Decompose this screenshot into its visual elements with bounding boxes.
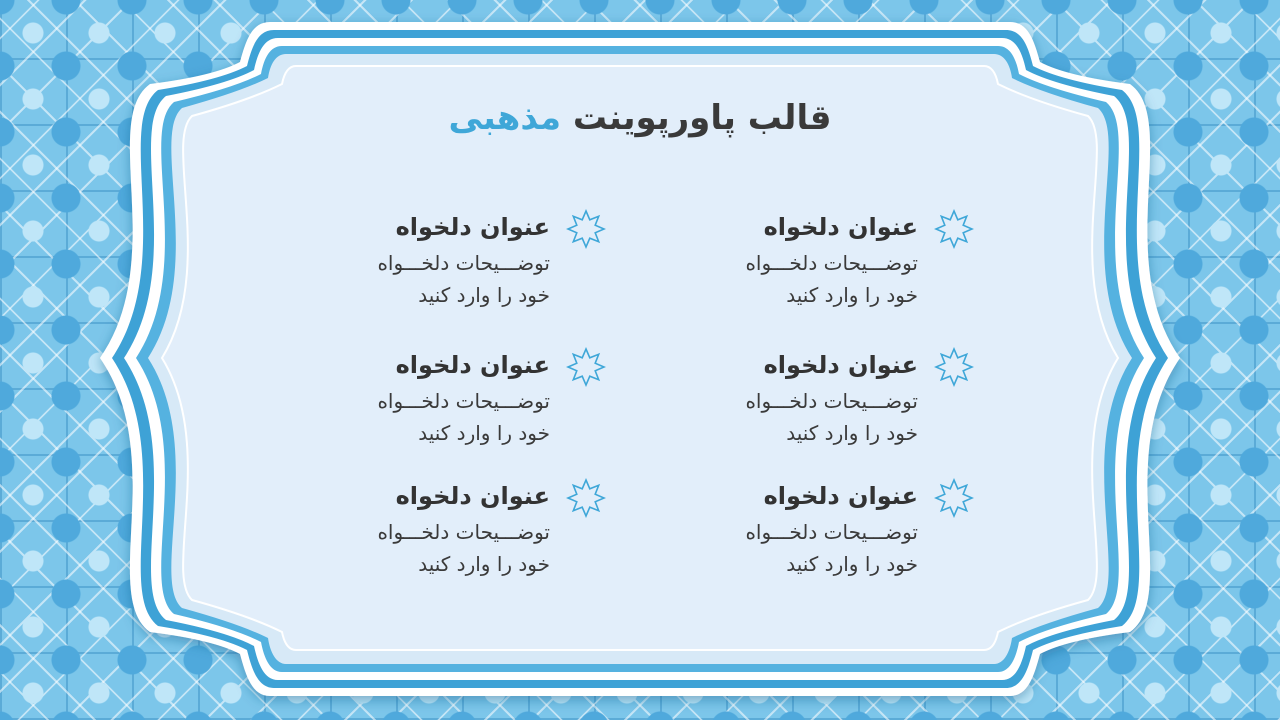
slide-title <box>0 98 1280 138</box>
item-heading: عنوان دلخواه <box>395 213 550 241</box>
content-item <box>220 212 550 311</box>
content-item <box>588 212 918 311</box>
eight-point-star-icon <box>934 478 974 518</box>
item-heading: عنوان دلخواه <box>763 351 918 379</box>
item-description-line: توضـــیحات دلخـــواه <box>745 520 918 544</box>
item-heading: عنوان دلخواه <box>763 213 918 241</box>
item-description-line: توضـــیحات دلخـــواه <box>377 389 550 413</box>
item-description-line: توضـــیحات دلخـــواه <box>745 251 918 275</box>
item-heading: عنوان دلخواه <box>395 351 550 379</box>
content-item <box>588 481 918 580</box>
title-accent: مذهبی <box>448 98 562 138</box>
content-item <box>220 350 550 449</box>
item-description-line: توضـــیحات دلخـــواه <box>377 251 550 275</box>
item-description-line: خود را وارد کنید <box>418 283 550 307</box>
item-description-line: توضـــیحات دلخـــواه <box>377 520 550 544</box>
item-heading: عنوان دلخواه <box>395 482 550 510</box>
item-heading: عنوان دلخواه <box>763 482 918 510</box>
item-description-line: توضـــیحات دلخـــواه <box>745 389 918 413</box>
item-description-line: خود را وارد کنید <box>786 552 918 576</box>
item-description-line: خود را وارد کنید <box>418 421 550 445</box>
item-description-line: خود را وارد کنید <box>786 421 918 445</box>
item-description-line: خود را وارد کنید <box>786 283 918 307</box>
eight-point-star-icon <box>566 347 606 387</box>
eight-point-star-icon <box>934 209 974 249</box>
content-item <box>220 481 550 580</box>
eight-point-star-icon <box>566 478 606 518</box>
title-main: قالب پاورپوینت <box>572 98 832 138</box>
eight-point-star-icon <box>934 347 974 387</box>
eight-point-star-icon <box>566 209 606 249</box>
item-description-line: خود را وارد کنید <box>418 552 550 576</box>
content-item <box>588 350 918 449</box>
